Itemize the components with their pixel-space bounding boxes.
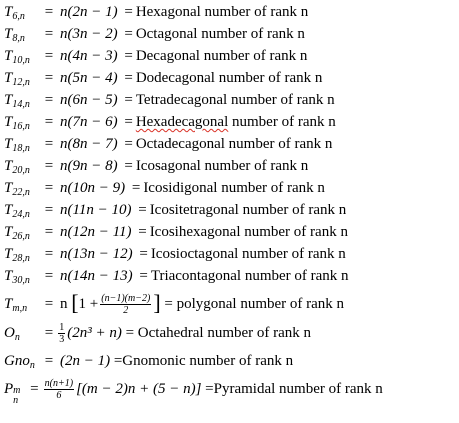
symbol-subscript: n (14, 332, 20, 343)
equals-sign: = (139, 246, 148, 262)
symbol-main: T (4, 158, 13, 174)
symbol-main: T (4, 70, 13, 86)
symbol-subscript: 10,n (12, 55, 30, 66)
formula-description: = Octahedral number of rank n (125, 325, 312, 341)
equals-sign: = (124, 48, 133, 64)
equals-sign: = (44, 92, 54, 108)
fraction-denominator: 2 (123, 305, 129, 317)
symbol-main: Gno (4, 353, 30, 369)
symbol-main: O (4, 325, 15, 341)
equals-sign: = (44, 268, 54, 284)
formula-row-polygonal (4, 288, 344, 318)
symbol-main: P (4, 381, 14, 397)
equals-sign: = (44, 202, 54, 218)
equals-sign: = (124, 26, 133, 42)
equals-sign: = (131, 180, 141, 196)
symbol-main: T (4, 268, 13, 284)
equals-sign: = (44, 325, 54, 341)
symbol-subscript: 22,n (12, 187, 30, 198)
equals-sign: = (124, 114, 133, 130)
equals-sign: = (44, 114, 54, 130)
formula-expression: (2n − 1) (59, 353, 111, 369)
formula-expression: n(13n − 12) (59, 246, 133, 262)
symbol-main: T (4, 48, 13, 64)
equals-sign: = (124, 136, 133, 152)
formula-expression: n(14n − 13) (59, 268, 133, 284)
equals-sign: = (44, 48, 54, 64)
formula-row-triacontagonal (4, 265, 349, 287)
formula-row-octahedral (4, 318, 311, 348)
formula-expression: n(10n − 9) (59, 180, 126, 196)
equals-sign: = (30, 381, 39, 397)
symbol-main: T (4, 246, 13, 262)
formula-lhs (4, 318, 38, 353)
fraction (58, 322, 65, 345)
equals-sign: = (44, 353, 54, 369)
symbol-subscript: 18,n (12, 143, 30, 154)
equals-sign: = (44, 224, 54, 240)
formula-description: Octadecagonal number of rank n (135, 136, 333, 152)
symbol-main: T (4, 4, 13, 20)
symbol-superscript: m (13, 384, 21, 396)
symbol-main: T (4, 26, 13, 42)
equals-sign: = (124, 158, 133, 174)
formula-row-octagonal (4, 23, 305, 45)
symbol-main: T (4, 136, 13, 152)
formula-row-icositetragonal (4, 199, 346, 221)
formula-row-icosidigonal (4, 177, 325, 199)
equals-sign: = (44, 4, 54, 20)
formula-expression: n(12n − 11) (59, 224, 132, 240)
symbol-main: T (4, 114, 13, 130)
symbol-subscript: 24,n (12, 209, 30, 220)
symbol-main: T (4, 296, 13, 312)
symbol-subscript: 30,n (12, 275, 30, 286)
close-bracket-glyph: ] (153, 290, 161, 315)
formula-description: Triacontagonal number of rank n (150, 268, 349, 284)
equals-sign: = (139, 268, 148, 284)
equals-sign: = (44, 246, 54, 262)
open-bracket-glyph: [ (71, 290, 79, 315)
formula-description: Icosidigonal number of rank n (143, 180, 325, 196)
formula-row-pyramidal (4, 374, 383, 404)
formula-expression: n(9n − 8) (59, 158, 118, 174)
formula-expression: n(2n − 1) (59, 4, 118, 20)
formula-row-icosihexagonal (4, 221, 348, 243)
equals-sign: = (124, 70, 133, 86)
symbol-subscript: n (13, 394, 19, 406)
equals-sign: = (138, 202, 147, 218)
formula-expression: n(11n − 10) (59, 202, 132, 218)
formula-description: = polygonal number of rank n (164, 296, 345, 312)
formula-description: =Gnomonic number of rank n (113, 353, 294, 369)
formula-description: Octagonal number of rank n (135, 26, 305, 42)
equals-sign: = (44, 70, 54, 86)
symbol-subscript: n (29, 360, 35, 371)
symbol-subscript: 28,n (12, 253, 30, 264)
formula-lhs (4, 350, 38, 377)
symbol-main: T (4, 224, 13, 240)
fraction-numerator: (n−1)(m−2) (101, 293, 151, 305)
formula-description: Icosihexagonal number of rank n (149, 224, 348, 240)
formula-row-hexadecagonal (4, 111, 336, 133)
formula-row-icosagonal (4, 155, 308, 177)
formula-description: Icosioctagonal number of rank n (150, 246, 346, 262)
fraction-numerator: n(n+1) (44, 378, 74, 390)
fraction-denominator: 3 (59, 334, 65, 346)
formula-expression: n(7n − 6) (59, 114, 118, 130)
formula-expression: n(6n − 5) (59, 92, 118, 108)
formula-description: =Pyramidal number of rank n (205, 381, 383, 397)
equals-sign: = (124, 92, 133, 108)
equals-sign: = (44, 180, 54, 196)
formula-expression: n(3n − 2) (59, 26, 118, 42)
formula-description: Decagonal number of rank n (135, 48, 308, 64)
symbol-subscript: 8,n (12, 33, 25, 44)
symbol-subscript: m,n (12, 303, 28, 314)
symbol-subscript: 16,n (12, 121, 30, 132)
equals-sign: = (138, 224, 147, 240)
formula-row-decagonal (4, 45, 307, 67)
formula-description: number of rank n (228, 114, 336, 130)
equals-sign: = (44, 296, 54, 312)
formula-expression: [(m − 2)n + (5 − n)] (76, 381, 202, 397)
formula-one-plus: 1 + (78, 296, 99, 312)
equals-sign: = (44, 26, 54, 42)
formula-row-tetradecagonal (4, 89, 335, 111)
formula-expression: n(4n − 3) (59, 48, 118, 64)
symbol-subscript: 6,n (12, 11, 25, 22)
equals-sign: = (44, 158, 54, 174)
fraction (44, 378, 74, 401)
formula-lead-factor: n (59, 296, 68, 312)
equals-sign: = (124, 4, 133, 20)
equals-sign: = (44, 136, 54, 152)
symbol-subscript: 26,n (12, 231, 30, 242)
formula-row-gnomonic (4, 350, 293, 372)
fraction-numerator: 1 (59, 322, 65, 334)
formula-description: Hexagonal number of rank n (135, 4, 309, 20)
formula-expression: (2n³ + n) (67, 325, 122, 341)
symbol-subscript: 20,n (12, 165, 30, 176)
formula-expression: n(8n − 7) (59, 136, 118, 152)
formula-description: Dodecagonal number of rank n (135, 70, 323, 86)
formula-lhs (4, 374, 27, 404)
symbol-scripts (13, 380, 27, 406)
formula-description: Tetradecagonal number of rank n (135, 92, 335, 108)
formula-row-octadecagonal (4, 133, 332, 155)
spellcheck-flagged-word[interactable]: Hexadecagonal (135, 114, 229, 130)
formula-row-hexagonal (4, 1, 308, 23)
symbol-main: T (4, 92, 13, 108)
formula-row-dodecagonal (4, 67, 322, 89)
formula-description: Icositetragonal number of rank n (149, 202, 347, 218)
symbol-main: T (4, 202, 13, 218)
symbol-main: T (4, 180, 13, 196)
fraction (100, 293, 151, 316)
symbol-subscript: 12,n (12, 77, 30, 88)
fraction-denominator: 6 (56, 390, 62, 402)
formula-expression: n(5n − 4) (59, 70, 118, 86)
symbol-subscript: 14,n (12, 99, 30, 110)
formula-description: Icosagonal number of rank n (135, 158, 309, 174)
formula-row-icosioctagonal (4, 243, 346, 265)
